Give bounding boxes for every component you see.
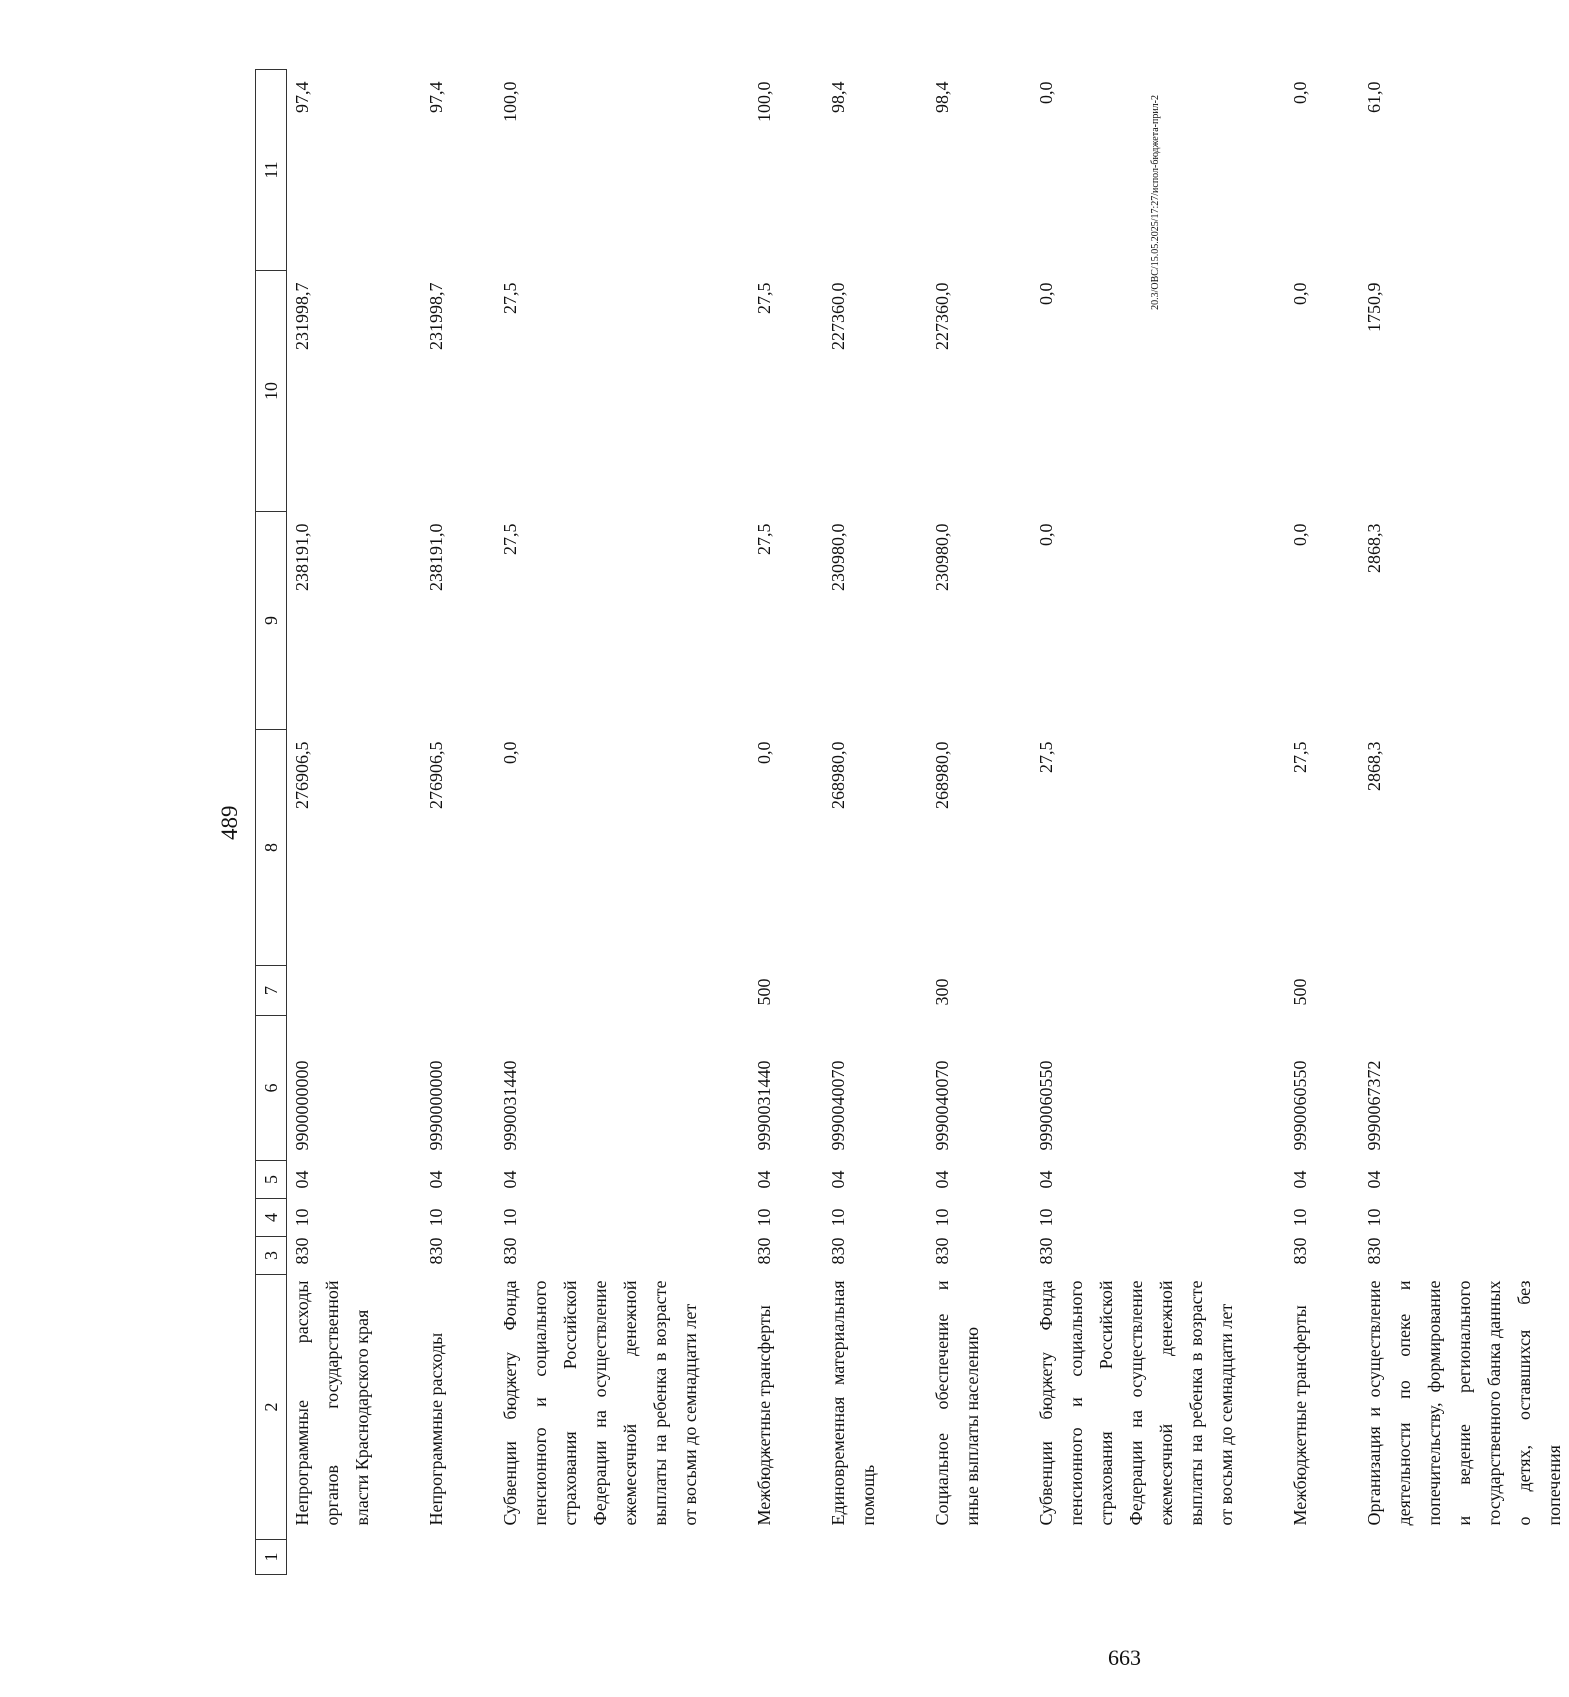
department-code-cell: 830 bbox=[292, 1237, 312, 1265]
planned-amount-cell: 2868,3 bbox=[1364, 741, 1384, 791]
planned-amount-cell: 0,0 bbox=[500, 741, 520, 764]
item-name-cell: Субвенции бюджету Фонда пенсионного и социального страхования Российской Федерации на осуществление ежемесячной денежной выплаты на ребенка в возрасте от восьми до семнадцати лет bbox=[1036, 1280, 1236, 1526]
subsection-code-cell: 04 bbox=[1036, 1170, 1056, 1189]
column-header-11: 11 bbox=[256, 70, 287, 271]
item-name-cell: Социальное обеспечение и иные выплаты населению bbox=[932, 1280, 982, 1526]
planned-amount-cell: 276906,5 bbox=[292, 741, 312, 809]
table-row bbox=[823, 70, 883, 1575]
subsection-code-cell: 04 bbox=[292, 1170, 312, 1189]
row-spacer bbox=[377, 70, 421, 1575]
sheet-number: 663 bbox=[1108, 1645, 1141, 1670]
item-name-cell: Организация и осуществление деятельности по опеке и попечительству, формирование и ведение регионального государственного банка данных о детях, оставшихся без попечения bbox=[1364, 1280, 1564, 1526]
execution-percent-cell: 97,4 bbox=[426, 81, 446, 113]
item-name-cell: Субвенции бюджету Фонда пенсионного и социального страхования Российской Федерации на осуществление ежемесячной денежной выплаты на ребенка в возрасте от восьми до семнадцати лет bbox=[500, 1280, 700, 1526]
expense-type-cell: 500 bbox=[754, 978, 774, 1006]
executed-amount-cell: 0,0 bbox=[1290, 282, 1310, 305]
row-spacer bbox=[451, 70, 495, 1575]
section-code-cell: 10 bbox=[500, 1208, 520, 1227]
executed-amount-cell: 27,5 bbox=[754, 282, 774, 314]
budget-table bbox=[255, 69, 1569, 1575]
item-name-cell: Единовременная материальная помощь bbox=[828, 1280, 878, 1526]
row-number-cell bbox=[287, 1540, 378, 1575]
expense-type-cell bbox=[495, 966, 705, 1016]
revised-amount-cell: 230980,0 bbox=[828, 523, 848, 591]
execution-percent-cell: 98,4 bbox=[828, 81, 848, 113]
department-code-cell: 830 bbox=[500, 1237, 520, 1265]
row-number-cell bbox=[749, 1540, 779, 1575]
row-number-cell bbox=[823, 1540, 883, 1575]
expense-type-cell bbox=[823, 966, 883, 1016]
department-code-cell: 830 bbox=[1036, 1237, 1056, 1265]
target-article-cell: 9990067372 bbox=[1364, 1060, 1384, 1151]
column-header-6: 6 bbox=[256, 1016, 287, 1161]
column-header-7: 7 bbox=[256, 966, 287, 1016]
spacer-cell bbox=[987, 70, 1031, 1575]
table-row bbox=[1359, 70, 1569, 1575]
subsection-code-cell: 04 bbox=[932, 1170, 952, 1189]
planned-amount-cell: 276906,5 bbox=[426, 741, 446, 809]
table-row bbox=[749, 70, 779, 1575]
row-spacer bbox=[1315, 70, 1359, 1575]
department-code-cell: 830 bbox=[754, 1237, 774, 1265]
executed-amount-cell: 231998,7 bbox=[292, 282, 312, 350]
row-number-cell bbox=[495, 1540, 705, 1575]
section-code-cell: 10 bbox=[828, 1208, 848, 1227]
section-code-cell: 10 bbox=[426, 1208, 446, 1227]
expense-type-cell bbox=[1031, 966, 1241, 1016]
execution-percent-cell: 100,0 bbox=[500, 81, 520, 122]
execution-percent-cell: 97,4 bbox=[292, 81, 312, 113]
row-number-cell bbox=[1359, 1540, 1569, 1575]
spacer-cell bbox=[1315, 70, 1359, 1575]
revised-amount-cell: 238191,0 bbox=[292, 523, 312, 591]
row-spacer bbox=[883, 70, 927, 1575]
row-spacer bbox=[987, 70, 1031, 1575]
department-code-cell: 830 bbox=[1364, 1237, 1384, 1265]
subsection-code-cell: 04 bbox=[754, 1170, 774, 1189]
column-header-3: 3 bbox=[256, 1237, 287, 1275]
subsection-code-cell: 04 bbox=[828, 1170, 848, 1189]
section-code-cell: 10 bbox=[292, 1208, 312, 1227]
row-spacer bbox=[705, 70, 749, 1575]
planned-amount-cell: 268980,0 bbox=[828, 741, 848, 809]
row-number-cell bbox=[1031, 1540, 1241, 1575]
planned-amount-cell: 0,0 bbox=[754, 741, 774, 764]
planned-amount-cell: 268980,0 bbox=[932, 741, 952, 809]
revised-amount-cell: 238191,0 bbox=[426, 523, 446, 591]
subsection-code-cell: 04 bbox=[426, 1170, 446, 1189]
item-name-cell: Межбюджетные трансферты bbox=[1290, 1305, 1310, 1526]
target-article-cell: 9990060550 bbox=[1290, 1060, 1310, 1151]
planned-amount-cell: 27,5 bbox=[1036, 741, 1056, 773]
spacer-cell bbox=[779, 70, 823, 1575]
item-name-cell: Непрограммные расходы органов государственной власти Краснодарского края bbox=[292, 1280, 372, 1526]
department-code-cell: 830 bbox=[828, 1237, 848, 1265]
target-article-cell: 9990031440 bbox=[754, 1060, 774, 1151]
section-code-cell: 10 bbox=[1364, 1208, 1384, 1227]
document-id: 20.3/OBC/15.05.2025/17:27/испол-бюджета-прил-2 bbox=[1150, 95, 1161, 310]
planned-amount-cell: 27,5 bbox=[1290, 741, 1310, 773]
executed-amount-cell: 1750,9 bbox=[1364, 282, 1384, 332]
table-row bbox=[927, 70, 987, 1575]
execution-percent-cell: 98,4 bbox=[932, 81, 952, 113]
expense-type-cell bbox=[421, 966, 451, 1016]
spacer-cell bbox=[883, 70, 927, 1575]
target-article-cell: 9990031440 bbox=[500, 1060, 520, 1151]
section-code-cell: 10 bbox=[932, 1208, 952, 1227]
revised-amount-cell: 27,5 bbox=[754, 523, 774, 555]
column-header-2: 2 bbox=[256, 1275, 287, 1540]
revised-amount-cell: 0,0 bbox=[1290, 523, 1310, 546]
spacer-cell bbox=[377, 70, 421, 1575]
executed-amount-cell: 227360,0 bbox=[932, 282, 952, 350]
subsection-code-cell: 04 bbox=[500, 1170, 520, 1189]
table-body bbox=[287, 70, 1569, 1575]
department-code-cell: 830 bbox=[426, 1237, 446, 1265]
department-code-cell: 830 bbox=[932, 1237, 952, 1265]
column-header-1: 1 bbox=[256, 1540, 287, 1575]
executed-amount-cell: 231998,7 bbox=[426, 282, 446, 350]
target-article-cell: 9990000000 bbox=[426, 1060, 446, 1151]
executed-amount-cell: 27,5 bbox=[500, 282, 520, 314]
table-row bbox=[1031, 70, 1241, 1575]
revised-amount-cell: 27,5 bbox=[500, 523, 520, 555]
table-row bbox=[287, 70, 378, 1575]
column-header-5: 5 bbox=[256, 1161, 287, 1199]
expense-type-cell bbox=[1359, 966, 1569, 1016]
spacer-cell bbox=[705, 70, 749, 1575]
column-header-9: 9 bbox=[256, 512, 287, 730]
spacer-cell bbox=[1241, 70, 1285, 1575]
revised-amount-cell: 2868,3 bbox=[1364, 523, 1384, 573]
column-header-4: 4 bbox=[256, 1199, 287, 1237]
subsection-code-cell: 04 bbox=[1290, 1170, 1310, 1189]
target-article-cell: 9990060550 bbox=[1036, 1060, 1056, 1151]
revised-amount-cell: 230980,0 bbox=[932, 523, 952, 591]
expense-type-cell: 300 bbox=[932, 978, 952, 1006]
spacer-cell bbox=[451, 70, 495, 1575]
row-spacer bbox=[1241, 70, 1285, 1575]
column-number-row bbox=[256, 70, 287, 1575]
expense-type-cell bbox=[287, 966, 378, 1016]
execution-percent-cell: 0,0 bbox=[1036, 81, 1056, 104]
table-row bbox=[495, 70, 705, 1575]
revised-amount-cell: 0,0 bbox=[1036, 523, 1056, 546]
section-code-cell: 10 bbox=[1036, 1208, 1056, 1227]
execution-percent-cell: 0,0 bbox=[1290, 81, 1310, 104]
executed-amount-cell: 0,0 bbox=[1036, 282, 1056, 305]
execution-percent-cell: 100,0 bbox=[754, 81, 774, 122]
target-article-cell: 9990040070 bbox=[828, 1060, 848, 1151]
item-name-cell: Непрограммные расходы bbox=[426, 1332, 446, 1526]
expense-type-cell: 500 bbox=[1290, 978, 1310, 1006]
execution-percent-cell: 61,0 bbox=[1364, 81, 1384, 113]
target-article-cell: 9990040070 bbox=[932, 1060, 952, 1151]
row-number-cell bbox=[1285, 1540, 1315, 1575]
row-number-cell bbox=[421, 1540, 451, 1575]
target-article-cell: 9900000000 bbox=[292, 1060, 312, 1151]
executed-amount-cell: 227360,0 bbox=[828, 282, 848, 350]
section-code-cell: 10 bbox=[754, 1208, 774, 1227]
subsection-code-cell: 04 bbox=[1364, 1170, 1384, 1189]
column-header-10: 10 bbox=[256, 271, 287, 512]
page-number: 489 bbox=[217, 805, 242, 840]
item-name-cell: Межбюджетные трансферты bbox=[754, 1305, 774, 1526]
section-code-cell: 10 bbox=[1290, 1208, 1310, 1227]
row-number-cell bbox=[927, 1540, 987, 1575]
column-header-8: 8 bbox=[256, 730, 287, 966]
table-row bbox=[1285, 70, 1315, 1575]
table-row bbox=[421, 70, 451, 1575]
row-spacer bbox=[779, 70, 823, 1575]
department-code-cell: 830 bbox=[1290, 1237, 1310, 1265]
